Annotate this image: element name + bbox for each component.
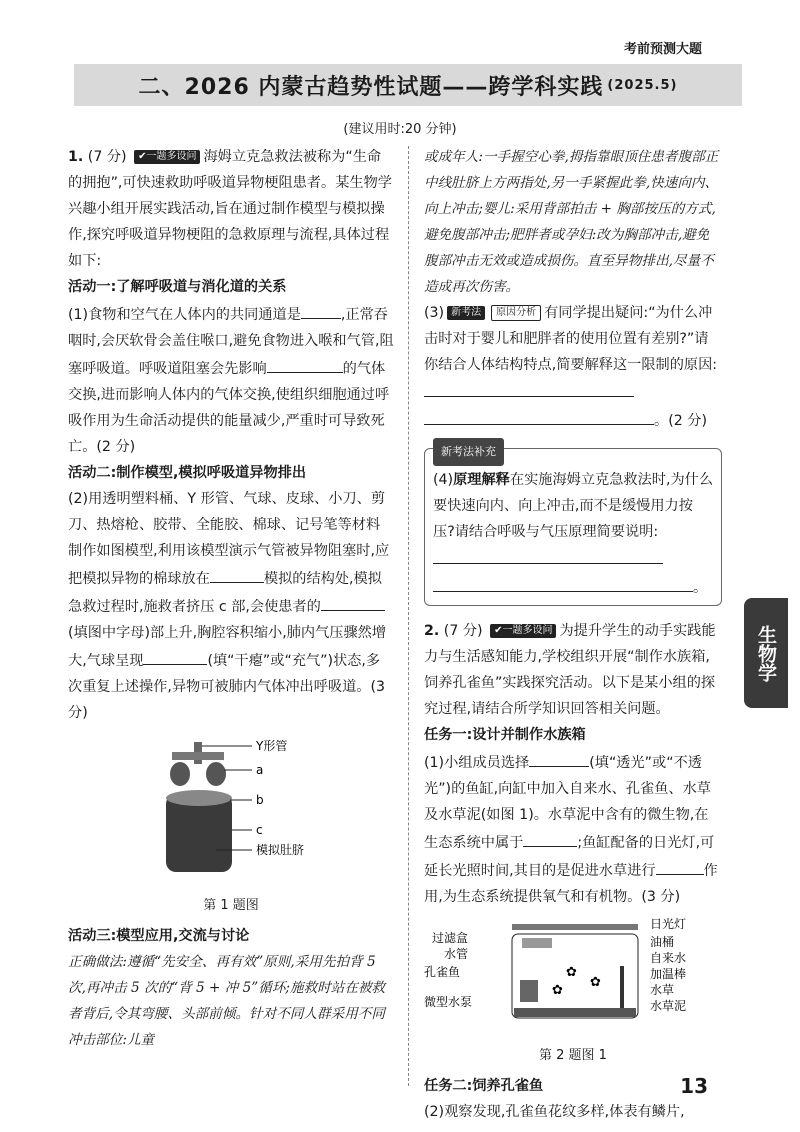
label-filter: 过滤盒	[432, 931, 469, 945]
q1-part3	[424, 300, 722, 434]
blank-10[interactable]	[529, 748, 589, 767]
q1-p3-tag2: 原因分析	[491, 305, 541, 321]
balloon-left	[170, 762, 190, 786]
q1-p1-a: (1)食物和空气在人体内的共同通道是	[68, 307, 301, 323]
bottle-rim	[166, 790, 232, 806]
fish-glyph-2: ✿	[590, 975, 601, 990]
q2-score: (7 分)	[443, 623, 483, 639]
fish-glyph-3: ✿	[552, 983, 563, 998]
q2-task1-title: 任务一:设计并制作水族箱	[424, 727, 586, 743]
label-tank: 油桶	[650, 935, 675, 949]
q1-p2-b: 模拟的结构处,模拟急救过程时,施救者挤压 c 部,会使患者的	[68, 571, 382, 615]
q2-p1-d: 作用,为生态系统提供氧气和有机物。(3 分)	[424, 863, 718, 905]
q1-activity3-text: 正确做法:遵循“先安全、再有效”原则,采用先拍背 5 次,再冲击 5 次的“背 5 + 冲 5”循环;施救时站在被救者背后,令其弯腰、头部前倾。针对不同人群采用不同冲击部位:儿童	[68, 954, 386, 1048]
lung-model-diagram	[68, 732, 394, 884]
q1-p3-a: (3)	[424, 305, 445, 321]
supplement-box	[424, 445, 722, 606]
aquarium-diagram	[424, 916, 722, 1034]
right-column	[424, 144, 722, 1125]
q1-p3-b: 有同学提出疑问:“为什么冲击时对于婴儿和肥胖者的使用位置有差别?”请你结合人体结构特点,简要解释这一限制的原因:	[424, 305, 718, 373]
q1-score: (7 分)	[87, 149, 127, 165]
q1-p1-c: 的气体交换,进而影响人体内的气体交换,使组织细胞通过呼吸作用为生命活动提供的能量减少,严重时可导致死亡。	[68, 361, 390, 455]
q2-p1-c: ;鱼缸配备的日光灯,可延长光照时间,其目的是促进水草进行	[424, 835, 715, 879]
q1-figure-caption: 第 1 题图	[203, 898, 259, 913]
q2-task2-title: 任务二:饲养孔雀鱼	[424, 1078, 544, 1094]
blank-1[interactable]	[301, 300, 341, 319]
q1-p2-d: (填“干瘪”或“充气”)状态,多次重复上述操作,异物可被肺内气体冲出呼吸道。(3 分)	[68, 653, 386, 721]
blank-4[interactable]	[321, 592, 385, 611]
section-title-date: (2025.5)	[607, 77, 678, 93]
q1-p3-score: 。(2 分)	[654, 413, 707, 429]
q1-p4-b: 在实施海姆立克急救法时,为什么要快速向内、向上冲击,而不是缓慢用力按压?请结合呼吸与气压原理简要说明:	[433, 472, 714, 540]
label-water: 自来水	[650, 951, 687, 965]
section-title	[74, 64, 742, 106]
q1-activity1-title: 活动一:了解呼吸道与消化道的关系	[68, 279, 287, 295]
q2-intro-text: 为提升学生的动手实践能力与生活感知能力,学校组织开展“制作水族箱,饲养孔雀鱼”实践探究活动。以下是某小组的探究过程,请结合所学知识回答相关问题。	[424, 623, 716, 717]
q1-p1-b: ,正常吞咽时,会厌软骨会盖住喉口,避免食物进入喉和气管,阻塞呼吸道。呼吸道阻塞会先影响	[68, 307, 394, 377]
q2-figure	[424, 916, 722, 1069]
q1-p2-c: (填图中字母)部上升,胸腔容积缩小,肺内气压骤然增大,气球呈现	[68, 625, 387, 669]
q2-part1	[424, 748, 722, 910]
q2-intro	[424, 618, 722, 722]
q1-p3-tag1: 新考法	[447, 306, 485, 320]
subject-side-tab-text: 生物学	[755, 624, 777, 682]
label-lamp: 日光灯	[650, 917, 687, 931]
q1-p2-a: (2)用透明塑料桶、Y 形管、气球、皮球、小刀、剪刀、热熔枪、胶带、全能胶、棉球、记号笔等材料制作如图模型,利用该模型演示气管被异物阻塞时,应把模拟异物的棉球放在	[68, 491, 390, 587]
label-y-tube: Y形管	[256, 739, 288, 753]
q2-figure-caption: 第 2 题图 1	[539, 1048, 607, 1063]
fish-glyph-1: ✿	[566, 965, 577, 980]
label-pump: 微型水泵	[424, 995, 473, 1009]
time-note: (建议用时:20 分钟)	[343, 122, 457, 137]
label-b: b	[256, 793, 264, 807]
blank-12[interactable]	[656, 856, 704, 875]
page-number: 13	[680, 1074, 708, 1098]
blank-7[interactable]	[424, 406, 654, 425]
left-column	[68, 144, 394, 1053]
y-tube-shape	[172, 752, 224, 760]
lamp-shape	[512, 924, 638, 930]
label-grass: 水草	[650, 983, 675, 997]
q1-activity3-continued: 或成年人:一手握空心拳,拇指靠眼顶住患者腹部正中线肚脐上方两指处,另一手紧握此拳,快速向内、向上冲击;婴儿:采用背部拍击 + 胸部按压的方式,避免腹部冲击;肥胖者或孕妇:改为胸部冲击,避免腹部冲击无效或造成损伤。直至异物排出,尽量不造成再次伤害。	[424, 149, 719, 295]
label-mud: 水草泥	[650, 999, 687, 1013]
q1-p4-tag: 原理解释	[453, 472, 510, 488]
q2-tag: ✔一题多设问	[490, 624, 556, 638]
blank-3[interactable]	[210, 564, 264, 583]
q1-part1	[68, 300, 394, 460]
pump-shape	[520, 980, 538, 1002]
q1-p4-end: 。	[693, 580, 708, 596]
label-navel: 模拟肚脐	[256, 843, 305, 857]
subject-side-tab	[744, 598, 788, 708]
q1-activity3-title: 活动三:模型应用,交流与讨论	[68, 928, 250, 944]
q1-part2	[68, 486, 394, 726]
q2-part2: (2)观察发现,孔雀鱼花纹多样,体表有鳞片,	[424, 1104, 685, 1120]
filter-shape	[522, 938, 552, 948]
heater-shape	[620, 966, 624, 1008]
label-pipe: 水管	[444, 947, 469, 961]
q1-p1-score: (2 分)	[96, 439, 136, 455]
blank-2[interactable]	[267, 354, 343, 373]
blank-5[interactable]	[143, 646, 207, 665]
q1-intro-text: 海姆立克急救法被称为“生命的拥抱”,可快速救助呼吸道异物梗阻患者。某生物学兴趣小组开展实践活动,旨在通过制作模型与模拟操作,探究呼吸道异物梗阻的急救原理与流程,具体过程如下:	[68, 149, 392, 269]
q1-part4	[433, 467, 713, 601]
balloon-right	[206, 762, 226, 786]
section-title-main: 二、2026 内蒙古趋势性试题——跨学科实践	[138, 74, 604, 100]
q1-intro	[68, 144, 394, 274]
q1-figure	[68, 732, 394, 919]
column-divider	[408, 146, 409, 1086]
label-c: c	[256, 823, 263, 837]
q1-tag: ✔一题多设问	[134, 150, 200, 164]
blank-11[interactable]	[523, 828, 577, 847]
header-label: 考前预测大题	[623, 42, 702, 57]
mud-shape	[514, 1008, 636, 1017]
q2-p1-b: (填“透光”或“不透光”)的鱼缸,向缸中加入自来水、孔雀鱼、水草及水草泥(如图 1)。水草泥中含有的微生物,在生态系统中属于	[424, 755, 711, 851]
supplement-box-label: 新考法补充	[433, 438, 504, 466]
label-fish: 孔雀鱼	[424, 965, 461, 979]
q1-activity2-title: 活动二:制作模型,模拟呼吸道异物排出	[68, 465, 307, 481]
label-a: a	[256, 763, 264, 777]
q1-number: 1.	[68, 149, 84, 165]
q1-tag-text: 一题多设问	[146, 151, 197, 162]
q2-p1-a: (1)小组成员选择	[424, 755, 530, 771]
blank-9[interactable]	[433, 573, 693, 592]
blank-6[interactable]	[424, 378, 634, 397]
q2-number: 2.	[424, 623, 440, 639]
q2-tag-text: 一题多设问	[502, 625, 553, 636]
blank-8[interactable]	[433, 545, 663, 564]
q1-p4-a: (4)	[433, 472, 454, 488]
label-heater: 加温棒	[650, 967, 687, 981]
